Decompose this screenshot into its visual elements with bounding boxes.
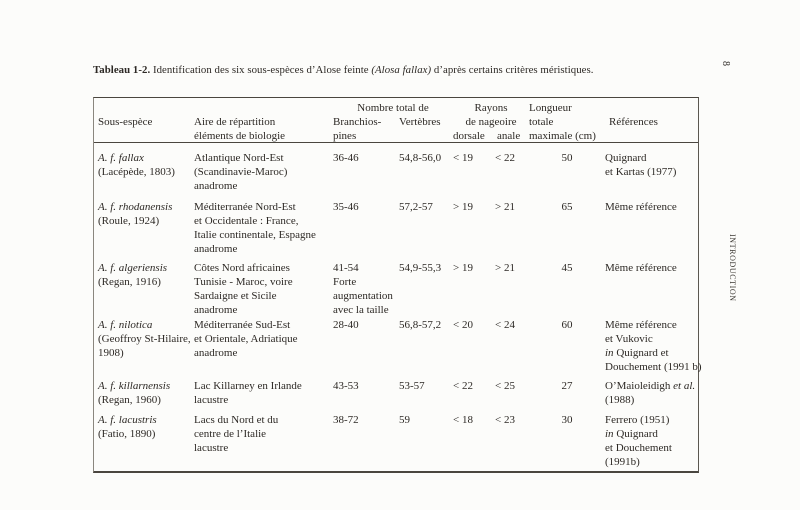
header-longueur-line3: maximale (cm) <box>529 130 596 142</box>
page-number: 8 <box>720 61 731 66</box>
table-cell <box>333 379 399 407</box>
table-cell-line: > 21 <box>495 201 515 213</box>
table-cell <box>94 379 194 407</box>
header-sous-espece: Sous-espèce <box>98 116 153 128</box>
table-cell-line: 57,2-57 <box>399 201 433 213</box>
table-cell <box>453 200 495 256</box>
table-cell-line: 54,9-55,3 <box>399 262 442 274</box>
table-cell-line: Méditerranée Sud-Est <box>194 319 291 331</box>
table-cell-line: (Geoffroy St-Hilaire, <box>98 333 191 345</box>
table-cell-line: centre de l’Italie <box>194 428 267 440</box>
table-cell-line: (Lacépède, 1803) <box>98 166 175 178</box>
table-cell-line: 41-54 <box>333 262 359 274</box>
table-cell-line: in Quignard <box>605 428 658 440</box>
table-cell-line: 53-57 <box>399 380 425 392</box>
table-cell-line: Lac Killarney en Irlande <box>194 380 302 392</box>
table-cell <box>94 261 194 317</box>
table-cell-line: Côtes Nord africaines <box>194 262 290 274</box>
table-cell <box>194 318 333 374</box>
table-cell-line: 36-46 <box>333 152 359 164</box>
table-cell <box>94 413 194 469</box>
table-cell-line: > 19 <box>453 201 473 213</box>
table-cell-line: A. f. nilotica <box>98 319 153 331</box>
table-cell-line: anadrome <box>194 304 238 316</box>
table-cell <box>399 379 453 407</box>
header-group-rayons-line2: de nageoire <box>465 116 517 128</box>
table-cell-line: A. f. killarnensis <box>98 380 171 392</box>
running-header: INTRODUCTION <box>728 234 737 302</box>
table-cell-line: augmentation <box>333 290 393 302</box>
table-cell-line: anadrome <box>194 347 238 359</box>
header-anale: anale <box>497 130 521 142</box>
table-cell-line: et Vukovic <box>605 333 653 345</box>
table-cell-line: (Fatio, 1890) <box>98 428 156 440</box>
table-cell <box>495 318 529 374</box>
table-cell-line: (Regan, 1960) <box>98 394 161 406</box>
table-cell-line: (1988) <box>605 394 635 406</box>
table-cell <box>333 261 399 317</box>
table-cell-line: Même référence <box>605 201 677 213</box>
header-references: Références <box>609 116 658 128</box>
header-group-nombre-total: Nombre total de <box>357 102 429 114</box>
table-cell-line: (1991b) <box>605 456 640 468</box>
table-cell-line: Lacs du Nord et du <box>194 414 279 426</box>
table-cell <box>495 413 529 469</box>
table-cell <box>94 151 194 193</box>
table-cell <box>333 200 399 256</box>
table-cell <box>605 413 698 469</box>
table-cell-line: < 18 <box>453 414 473 426</box>
table-cell-line: et Douchement <box>605 442 672 454</box>
table-cell <box>529 200 605 256</box>
table-cell-line: Quignard <box>605 152 647 164</box>
table-cell-line: Forte <box>333 276 357 288</box>
table-cell <box>194 379 333 407</box>
table-cell-line: in Quignard et <box>605 347 669 359</box>
table-cell-line: > 19 <box>453 262 473 274</box>
table-cell <box>529 261 605 317</box>
table-cell-line: Douchement (1991 b) <box>605 361 702 373</box>
table-caption <box>93 64 733 77</box>
table-cell <box>333 413 399 469</box>
table-cell-line: A. f. rhodanensis <box>98 201 173 213</box>
table-cell <box>605 318 702 374</box>
table-row <box>94 379 698 407</box>
header-longueur-line1: Longueur <box>529 102 572 114</box>
table-cell <box>495 261 529 317</box>
table-cell-line: 54,8-56,0 <box>399 152 442 164</box>
table-cell-line: A. f. fallax <box>98 152 144 164</box>
table-cell-line: 38-72 <box>333 414 359 426</box>
table-cell <box>605 151 698 193</box>
table-cell <box>453 379 495 407</box>
header-longueur-line2: totale <box>529 116 554 128</box>
table-cell-line: lacustre <box>194 394 229 406</box>
table-cell-line: A. f. algeriensis <box>98 262 168 274</box>
table-cell <box>453 318 495 374</box>
table-cell <box>94 318 194 374</box>
table-row <box>94 151 698 193</box>
table-cell-line: Ferrero (1951) <box>605 414 670 426</box>
table-cell <box>399 318 453 374</box>
table-cell-line: 59 <box>399 414 410 426</box>
table-cell <box>333 318 399 374</box>
table-cell <box>399 413 453 469</box>
table-cell <box>453 413 495 469</box>
table-cell <box>453 261 495 317</box>
table-cell <box>194 151 333 193</box>
table-cell <box>529 413 605 469</box>
table-cell-line: et Orientale, Adriatique <box>194 333 298 345</box>
table-cell-line: Même référence <box>605 319 677 331</box>
header-aire-line1: Aire de répartition <box>194 116 276 128</box>
table-cell-line: 1908) <box>98 347 124 359</box>
table-cell-line: < 20 <box>453 319 473 331</box>
table-cell-line: Même référence <box>605 262 677 274</box>
table-cell <box>399 151 453 193</box>
table-cell <box>495 151 529 193</box>
table-cell <box>495 379 529 407</box>
table-cell-line: 28-40 <box>333 319 359 331</box>
table-cell-line: anadrome <box>194 180 238 192</box>
table-cell <box>94 200 194 256</box>
table-cell-line: (Regan, 1916) <box>98 276 161 288</box>
table-cell-line: (Scandinavie-Maroc) <box>194 166 288 178</box>
table-cell-line: < 24 <box>495 319 515 331</box>
table-cell-line: O’Maioleidigh et al. <box>605 380 696 392</box>
caption-text-after: d’après certains critères méristiques. <box>431 64 594 76</box>
table-cell-line: < 19 <box>453 152 473 164</box>
table-row <box>94 261 698 317</box>
meristic-table <box>93 97 702 473</box>
header-dorsale: dorsale <box>453 130 485 142</box>
table-cell <box>605 200 698 256</box>
table-cell-line: et Occidentale : France, <box>194 215 299 227</box>
table-cell-line: > 21 <box>495 262 515 274</box>
header-branchiospines-line1: Branchios- <box>333 116 382 128</box>
table-cell-line: Atlantique Nord-Est <box>194 152 284 164</box>
table-cell <box>605 261 698 317</box>
table-cell-line: avec la taille <box>333 304 389 316</box>
table-cell <box>194 200 333 256</box>
table-cell-line: 50 <box>561 152 573 164</box>
table-cell-line: 56,8-57,2 <box>399 319 442 331</box>
table-cell <box>399 200 453 256</box>
caption-text-before: Identification des six sous-espèces d’Alose feinte <box>150 64 372 76</box>
table-cell <box>529 151 605 193</box>
header-branchiospines-line2: pines <box>333 130 357 142</box>
table-header <box>94 98 698 143</box>
table-cell <box>194 413 333 469</box>
table-cell-line: 45 <box>561 262 573 274</box>
table-cell-line: Méditerranée Nord-Est <box>194 201 296 213</box>
table-cell <box>333 151 399 193</box>
header-group-rayons-line1: Rayons <box>474 102 508 114</box>
table-cell <box>529 379 605 407</box>
table-row <box>94 318 702 374</box>
table-cell <box>605 379 698 407</box>
table-cell-line: < 25 <box>495 380 515 392</box>
table-row <box>94 413 698 469</box>
table-row <box>94 200 698 256</box>
table-cell-line: anadrome <box>194 243 238 255</box>
table-cell <box>529 318 605 374</box>
table-cell-line: Italie continentale, Espagne <box>194 229 316 241</box>
header-vertebres: Vertèbres <box>399 116 441 128</box>
table-cell-line: A. f. lacustris <box>98 414 157 426</box>
table-cell <box>453 151 495 193</box>
table-cell-line: 43-53 <box>333 380 359 392</box>
table-cell-line: < 22 <box>495 152 515 164</box>
table-cell <box>399 261 453 317</box>
table-cell-line: et Kartas (1977) <box>605 166 677 178</box>
table-cell-line: 35-46 <box>333 201 359 213</box>
caption-label: Tableau 1-2. <box>93 64 151 76</box>
caption-species-italic: (Alosa fallax) <box>371 64 432 76</box>
header-aire-line2: éléments de biologie <box>194 130 286 142</box>
table-cell-line: < 23 <box>495 414 515 426</box>
table-cell <box>495 200 529 256</box>
table-cell-line: Sardaigne et Sicile <box>194 290 277 302</box>
table-cell <box>194 261 333 317</box>
table-cell-line: Tunisie - Maroc, voire <box>194 276 293 288</box>
table-cell-line: 65 <box>561 201 573 213</box>
table-cell-line: 60 <box>561 319 573 331</box>
table-cell-line: (Roule, 1924) <box>98 215 160 227</box>
table-cell-line: 30 <box>561 414 573 426</box>
table-cell-line: lacustre <box>194 442 229 454</box>
table-cell-line: < 22 <box>453 380 473 392</box>
table-cell-line: 27 <box>561 380 573 392</box>
